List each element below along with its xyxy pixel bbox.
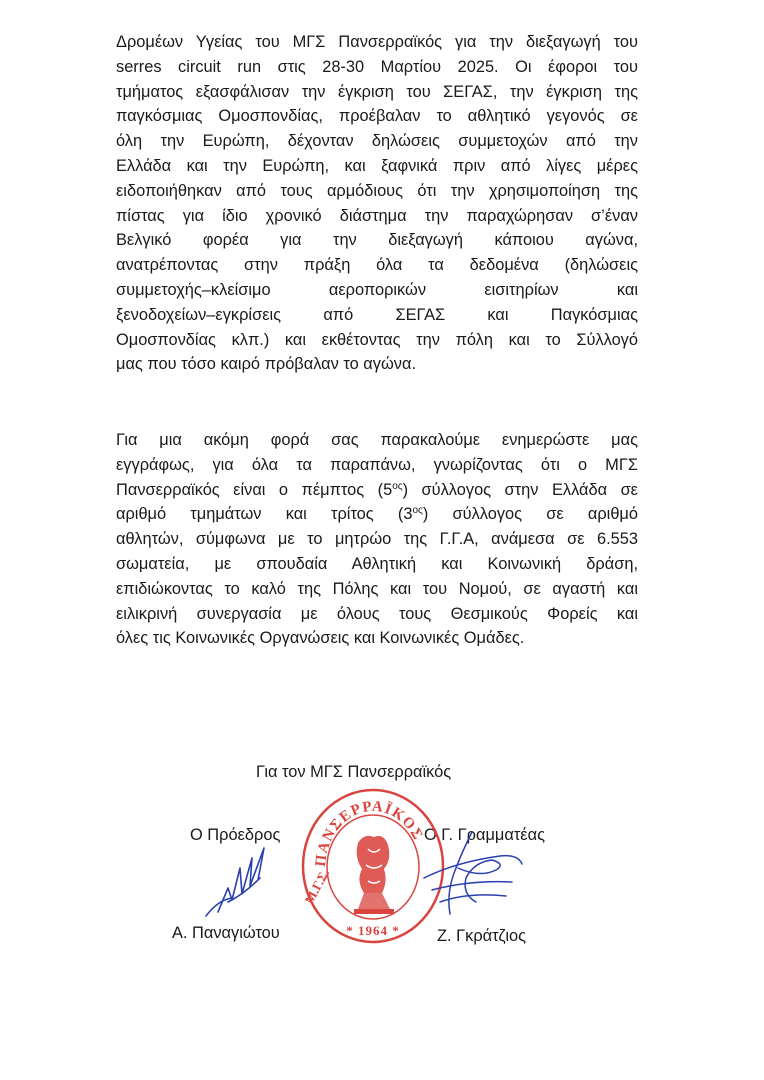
text-line: όλες τις Κοινωνικές Οργανώσεις και Κοινωνικές Ομάδες. <box>116 629 525 648</box>
text-line: serres circuit run στις 28-30 Μαρτίου 2025. Οι έφοροι του <box>116 57 638 76</box>
president-name: Α. Παναγιώτου <box>172 924 280 942</box>
text-line: τμήματος εξασφάλισαν την έγκριση του ΣΕΓΑΣ, την έγκριση της <box>116 82 638 101</box>
text-line: ξενοδοχείων–εγκρίσεις από ΣΕΓΑΣ και Παγκόσμιας <box>116 305 638 324</box>
ordinal-superscript: ος <box>392 480 403 492</box>
stamp-year: * 1964 * <box>346 923 400 938</box>
closing-line: Για τον ΜΓΣ Πανσερραϊκός <box>256 763 452 781</box>
text-segment: αριθμό τμημάτων και τρίτος (3 <box>116 505 413 524</box>
text-line: επιδιώκοντας το καλό της Πόλης και του Νομού, σε αγαστή και <box>116 579 638 598</box>
president-signature <box>198 840 298 920</box>
text-segment: ) σύλλογος σε αριθμό <box>422 505 638 524</box>
text-line <box>116 502 638 527</box>
text-line: Ελλάδα και την Ευρώπη, και ξαφνικά πριν από λίγες μέρες <box>116 156 638 175</box>
text-line: ειλικρινή συνεργασία με όλους τους Θεσμικούς Φορείς και <box>116 604 638 623</box>
paragraph-2 <box>116 428 638 651</box>
text-line: ανατρέποντας στην πράξη όλα τα δεδομένα (δηλώσεις <box>116 256 638 275</box>
text-line: συμμετοχής–κλείσιμο αεροπορικών εισιτηρίων και <box>116 280 638 299</box>
stamp-top-text: ΠΑΝΣΕΡΡΑΪΚΟΣ <box>312 798 427 868</box>
text-line: παγκόσμιας Ομοσπονδίας, προέβαλαν το αθλητικό γεγονός σε <box>116 107 638 126</box>
text-line: εγγράφως, για όλα τα παραπάνω, γνωρίζοντας ότι ο ΜΓΣ <box>116 455 638 474</box>
president-title: Ο Πρόεδρος <box>190 826 281 844</box>
paragraph-1 <box>116 30 638 377</box>
text-segment: Πανσερραϊκός είναι ο πέμπτος (5 <box>116 480 393 499</box>
text-line: Ομοσπονδίας κλπ.) και εκθέτοντας την πόλη και το Σύλλογό <box>116 330 638 349</box>
text-line: Βελγικό φορέα για την διεξαγωγή κάποιου αγώνα, <box>116 231 638 250</box>
text-line: Για μια ακόμη φορά σας παρακαλούμε ενημερώστε μας <box>116 431 638 449</box>
stamp-side-text: Μ.Γ.Σ. <box>301 866 333 907</box>
ordinal-superscript: ος <box>412 505 423 517</box>
text-line: σωματεία, με σπουδαία Αθλητική και Κοινωνική δράση, <box>116 554 638 573</box>
secretary-name: Ζ. Γκράτζιος <box>437 927 526 945</box>
text-line: όλη την Ευρώπη, δέχονταν δηλώσεις συμμετοχών από την <box>116 132 638 151</box>
secretary-signature <box>410 822 528 922</box>
text-line: αθλητών, σύμφωνα με το μητρώο της Γ.Γ.Α, ανάμεσα σε 6.553 <box>116 530 638 549</box>
text-line: Δρομέων Υγείας του ΜΓΣ Πανσερραϊκός για την διεξαγωγή του <box>116 33 638 51</box>
text-line <box>116 478 638 503</box>
text-line: μας που τόσο καιρό πρόβαλαν το αγώνα. <box>116 355 416 374</box>
secretary-title: Ο Γ. Γραμματέας <box>424 826 545 844</box>
text-line: πίστας για ίδιο χρονικό διάστημα την παραχώρησαν σ’έναν <box>116 206 638 225</box>
text-line: ειδοποιήθηκαν από τους αρμόδιους ότι την χρησιμοποίηση της <box>116 181 638 200</box>
stamp-emblem <box>354 836 394 914</box>
text-segment: ) σύλλογος στην Ελλάδα σε <box>402 480 638 499</box>
